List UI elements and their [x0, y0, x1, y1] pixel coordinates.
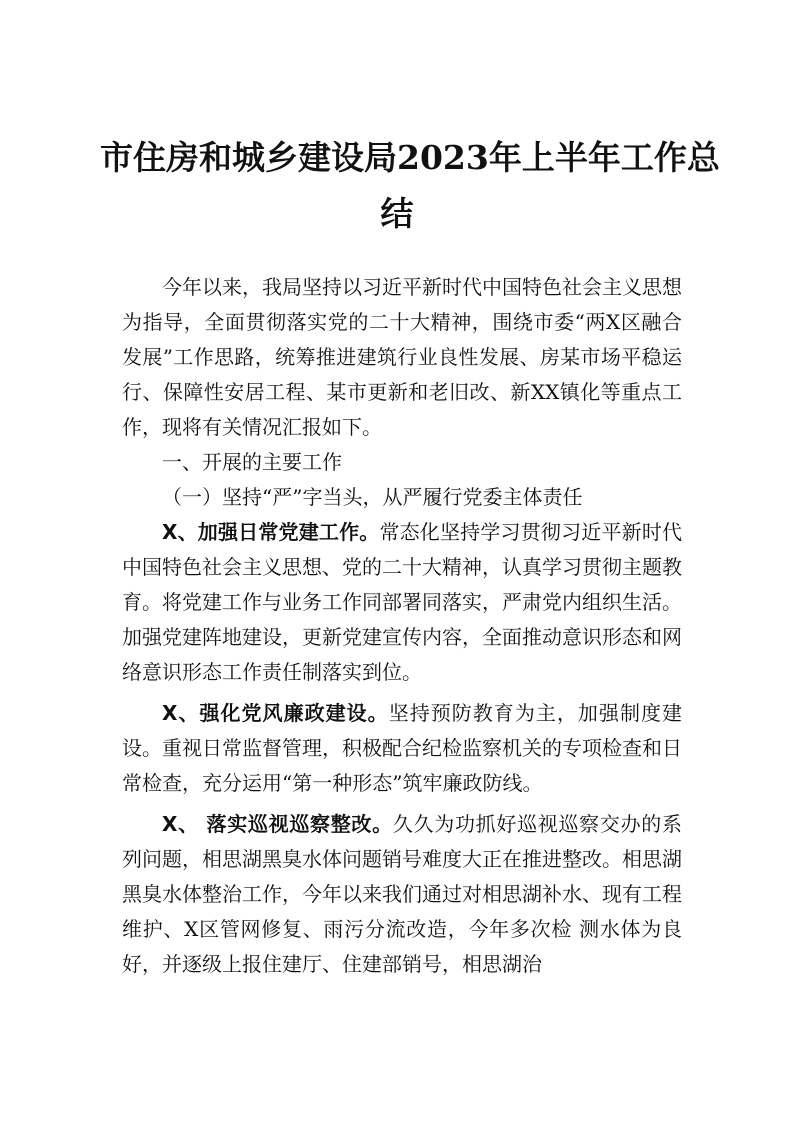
work-item-lead: X、 落实巡视巡察整改。 — [162, 812, 393, 836]
document-title-line-2: 结 — [380, 194, 414, 233]
document-title-line-1: 市住房和城乡建设局2023年上半年工作总 — [100, 138, 720, 177]
section-heading: 一、开展的主要工作 — [162, 450, 342, 474]
work-item-lead: X、强化党风廉政建设。 — [162, 701, 389, 725]
work-item-lead: X、加强日常党建工作。 — [162, 520, 380, 544]
subsection-heading: （一）坚持“严”字当头，从严履行党委主体责任 — [162, 485, 583, 509]
work-item — [122, 696, 682, 801]
work-item — [122, 807, 682, 982]
intro-paragraph: 今年以来，我局坚持以习近平新时代中国特色社会主义思想为指导，全面贯彻落实党的二十大精神，围绕市委“两X区融合发展”工作思路，统筹推进建筑行业良性发展、房某市场平稳运行、保障性安居工程、某市更新和老旧改、新XX镇化等重点工作，现将有关情况汇报如下。 — [122, 275, 682, 439]
work-item-text: 久久为功抓好巡视巡察交办的系列问题，相思湖黑臭水体问题销号难度大正在推进整改。相思湖黑臭水体整治工作，今年以来我们通过对相思湖补水、现有工程维护、X区管网修复、雨污分流改造，今年多次检 测水体为良好，并逐级上报住建厅、住建部销号，相思湖治 — [122, 812, 683, 976]
document-body — [122, 270, 682, 982]
work-item-text: 坚持预防教育为主，加强制度建设。重视日常监督管理，积极配合纪检监察机关的专项检查和日常检查，充分运用“第一种形态”筑牢廉政防线。 — [122, 701, 683, 795]
work-item — [122, 515, 682, 690]
work-item-text: 常态化坚持学习贯彻习近平新时代中国特色社会主义思想、党的二十大精神，认真学习贯彻主题教育。将党建工作与业务工作同部署同落实，严肃党内组织生活。加强党建阵地建设，更新党建宣传内容，全面推动意识形态和网络意识形态工作责任制落实到位。 — [122, 520, 683, 684]
